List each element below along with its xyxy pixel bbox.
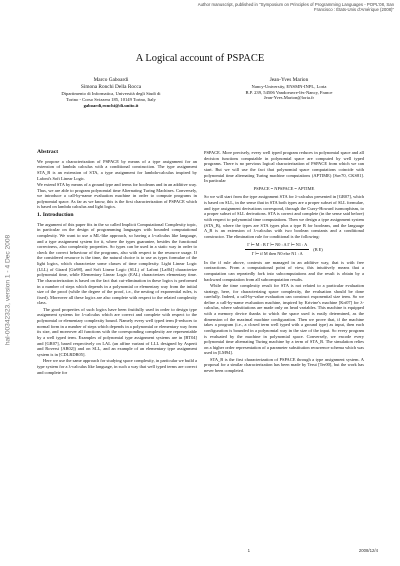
body-paragraph: STA_B is the first characterization of PSPACE through a type assignment system. A proposal for a similar characterization has been made by Terui [Ter00], but the work has never been completed. xyxy=(204,356,364,374)
author-email: gaboardi,ronchi@di.unito.it xyxy=(83,102,139,108)
body-paragraph: Here we use the same approach for studying space complexity, in particular we build a type system for a λ-calculus like language, in such a way that well typed terms are correct and complete for xyxy=(37,358,197,375)
author-email: Jean-Yves.Marion@loria.fr xyxy=(263,95,315,101)
author-affiliation: Nancy-University, ENSMN-INPL, Loria xyxy=(251,84,327,90)
author-name: Jean-Yves Marion xyxy=(269,77,309,83)
abstract-heading: Abstract xyxy=(37,149,59,155)
abstract-paragraph: We propose a characterization of PSPACE by means of a type assignment for an extension of lambda calculus with a conditional construction. The type assignment STA_B is an extension of STA, a type assignment for lambda-calculus inspired by Lafont's Soft Linear Logic. xyxy=(37,158,197,181)
body-paragraph: The argument of this paper fits in the so called Implicit Computational Complexity topic, in particular on the design of programming languages with bounded computational complexity. We want to use a ML-like approach, so having a λ-calculus like language, and a type assignment system for it, where the types guarantee, besides the functional correctness, also complexity properties. So types can be used in a static way in order to check the correct behaviour of the programs, also with respect to the resource usage. If the considered resource is the time, the natural choice is to use as types formulae of the light logics, which characterize some classes of time complexity. Light Linear Logic (LLL) of Girard [Gir98], and Soft Linear Logic (SLL) of Lafont [Laf04] characterize polynomial time, while Elementary Linear Logic (EAL) characterizes elementary time. The characterization is based on the fact that cut-elimination in these logics is performed in a number of steps which depends in a polynomial or elementary way from the initial size of the proof (while the degree of the proof, i.e., the nesting of exponential rules, is fixed). Moreover all these logics are also complete with respect to the related complexity class. xyxy=(37,221,197,306)
rule-premises: Γ ⊢ M : B Γ ⊢ N0 : A Γ ⊢ N1 : A xyxy=(247,242,308,248)
author-right xyxy=(204,77,374,101)
right-column xyxy=(204,150,364,375)
hal-side-stamp-text: hal-00342323, version 1 - 4 Dec 2008 xyxy=(4,234,12,346)
rule-name: (B E) xyxy=(313,246,323,252)
page-date: 2008/12/4 xyxy=(358,548,378,553)
body-paragraph: The good properties of such logics have been fruitfully used in order to design type assignment systems for λ-calculus which are correct and complete with respect to the polynomial or elementary complexity bound. Namely every well typed term β-reduces to normal form in a number of steps which depends in a polynomial or elementary way from its size, and moreover all functions with the corresponding complexity are representable by a well typed term. Examples of polynomial type assignment systems are in [BT04] and [GR07], based respectively on LAL (an affine variant of LLL designed by Asperti and Roversi [AR02]) and on SLL, and an example of an elementary type assignment system is in [CDLRDR05]. xyxy=(37,306,197,357)
hal-header: Author manuscript, published in "Symposium on Principles of Programming Languages - POPL'08, San Francisco : États-Unis d'Amérique (2008)" xyxy=(197,2,394,13)
author-affiliation: Dipartimento di Informatica, Università degli Studi di xyxy=(61,91,161,97)
display-equation: PSPACE = NPSPACE = APTIME xyxy=(253,186,315,192)
page-number: 1 xyxy=(247,548,250,553)
inference-rule xyxy=(204,242,364,256)
author-affiliation: B.P. 239, 54506 Vandoeuvre-lès-Nancy, France xyxy=(245,89,333,95)
hal-side-stamp xyxy=(3,195,13,385)
body-paragraph: So we will start from the type assignment STA for λ-calculus presented in [GR07], which is based on SLL, in the sense that in STA both types are a proper subset of SLL formulae, and type assignment derivations correspond, through the Curry-Howard isomorphism, to a proper subset of SLL derivations. STA is correct and complete (in the sense said before) with respect to polynomial time computations. Then we design a type assignment system (STA_B), where the types are STA types plus a type B for booleans, and the language Λ_B is an extension of λ-calculus with two boolean constants and a conditional constructor. The elimination rule for conditional is the following: xyxy=(204,194,364,239)
author-left xyxy=(36,77,186,108)
rule-bar xyxy=(245,249,309,250)
body-paragraph: In the if rule above, contexts are managed in an additive way, that is with free contractions. From a computational point of view, this intuitively means that a computation can repeatedly fork into subcomputations and the result is obtain by a backward computation from all subcomputation results. xyxy=(204,259,364,282)
rule-fraction xyxy=(245,242,309,256)
page-footer xyxy=(247,548,378,553)
author-name: Marco Gaboardi xyxy=(93,77,129,83)
body-paragraph: While the time complexity result for STA is not related to a particular evaluation strategy, here, for characterizing space complexity, the evaluation should be done carefully. Indeed, a call-by-value evaluation can construct exponential size term. So we define a call-by-name evaluation machine, inspired by Krivine's machine [Kri07] for λ-calculus, where substitutions are made only on head variables. This machine is equipped with a memory device thanks to which the space used is easily determined, as the dimension of the maximal machine configuration. Then we prove that, if the machine takes a program (i.e., a closed term well typed with a ground type) as input, then each configuration is bounded in a polynomial way in the size of the input. So every program is evaluated by the machine in polynomial space. Conversely, we encode every polynomial time alternating Turing machine by a term of STA_B. The simulation relies on a higher order representation of a parameter substitution recurrence schema which was used in [LM94]. xyxy=(204,282,364,356)
section-heading: 1. Introduction xyxy=(37,212,74,219)
left-column xyxy=(37,150,197,376)
paper-title: A Logical account of PSPACE xyxy=(135,53,265,64)
author-name: Simona Ronchi Della Rocca xyxy=(80,84,142,91)
abstract-paragraph: We extend STA by means of a ground type and terms for booleans and in an additive way. Thus, we are able to program polynomial time Alternating Turing Machines. Conversely, we introduce a call-by-name evaluation machine in order to compute programs in polynomial space. As far as we know, this is the first characterization of PSPACE which is based on lambda calculus and light logics. xyxy=(37,181,197,210)
rule-conclusion: Γ ⊢ if M then N0 else N1 : A xyxy=(251,251,303,256)
body-paragraph: PSPACE. More precisely, every well typed program reduces in polynomial space and all decision functions computable in polynomial space are computed by well typed programs. There is no previous logical characterization of PSPACE from which we can start. But we will use the fact that polynomial space computations coincide with polynomial time alternating Turing machine computations (APTIME) [Sav70, CKS81]. In particular xyxy=(204,150,364,184)
author-affiliation: Torino - Corso Svizzera 185, 10149 Torino, Italy xyxy=(66,97,156,102)
